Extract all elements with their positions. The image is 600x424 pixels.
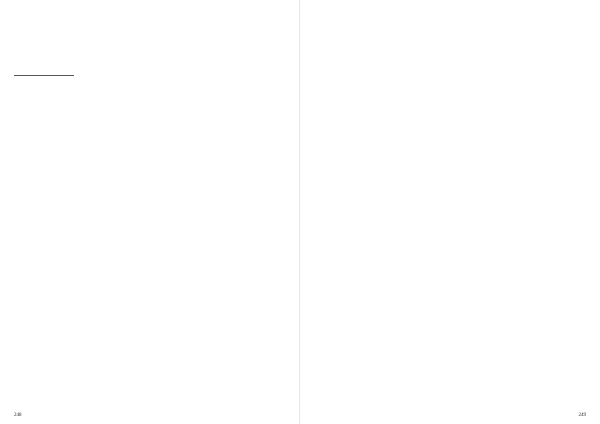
right-paragraph bbox=[314, 19, 586, 24]
right-paragraph bbox=[314, 8, 586, 13]
left-paragraph bbox=[14, 53, 286, 58]
right-paragraph bbox=[314, 75, 586, 80]
right-paragraph bbox=[314, 30, 586, 35]
right-paragraph bbox=[314, 42, 586, 47]
left-paragraph bbox=[14, 19, 286, 24]
right-paragraph bbox=[314, 109, 586, 114]
left-paragraph bbox=[14, 8, 286, 13]
right-paragraph bbox=[314, 64, 586, 69]
left-paragraph bbox=[14, 30, 286, 35]
page-number-right: 249 bbox=[578, 413, 586, 418]
left-paragraph bbox=[14, 42, 286, 47]
footnote bbox=[14, 80, 286, 84]
right-paragraph bbox=[314, 53, 586, 58]
right-page bbox=[300, 0, 600, 424]
footnote-rule bbox=[14, 75, 74, 76]
page-number-left: 248 bbox=[14, 413, 22, 418]
right-paragraph bbox=[314, 98, 586, 103]
left-paragraph bbox=[14, 64, 286, 69]
right-paragraph bbox=[314, 86, 586, 91]
